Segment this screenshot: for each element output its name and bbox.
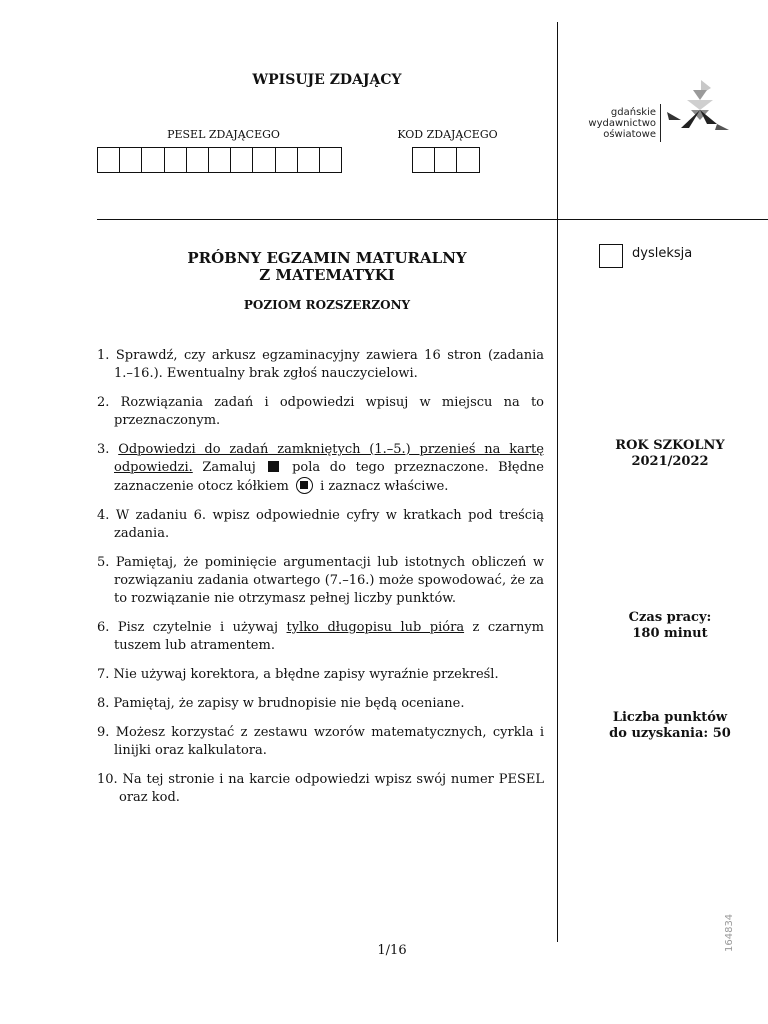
- pesel-cell[interactable]: [141, 147, 164, 173]
- pesel-cell[interactable]: [164, 147, 187, 173]
- work-time-label: Czas pracy:: [628, 610, 712, 625]
- vertical-divider: [557, 22, 558, 942]
- filled-square-icon: [268, 461, 279, 472]
- instruction-item: 10. Na tej stronie i na karcie odpowiedzi wpisz swój numer PESEL oraz kod.: [97, 772, 544, 805]
- tangram-figure-icon: [667, 80, 731, 134]
- logo-line: oświatowe: [603, 129, 656, 140]
- max-points-label: Liczba punktów: [612, 710, 728, 725]
- instruction-text: z czarnym tuszem lub atramentem.: [114, 620, 544, 653]
- instruction-item: [97, 441, 544, 496]
- instruction-item: 9. Możesz korzystać z zestawu wzorów matematycznych, cyrkla i linijki oraz kalkulatora.: [97, 725, 544, 758]
- instruction-number: 3.: [97, 442, 119, 457]
- pesel-cell[interactable]: [230, 147, 253, 173]
- pesel-cell[interactable]: [297, 147, 320, 173]
- instruction-emphasis: tylko długopisu lub pióra: [286, 620, 465, 635]
- school-year: [580, 438, 760, 470]
- document-id: 164834: [724, 913, 735, 952]
- pesel-cell[interactable]: [252, 147, 275, 173]
- pesel-cell[interactable]: [186, 147, 209, 173]
- instruction-item: 7. Nie używaj korektora, a błędne zapisy wyraźnie przekreśl.: [97, 667, 499, 682]
- dyslexia-label: dysleksja: [632, 246, 693, 261]
- exam-level: POZIOM ROZSZERZONY: [243, 298, 411, 312]
- pesel-cell[interactable]: [275, 147, 298, 173]
- pesel-label: PESEL ZDAJĄCEGO: [167, 128, 280, 141]
- work-time: [580, 610, 760, 642]
- page-number: 1/16: [377, 943, 407, 958]
- school-year-label: ROK SZKOLNY: [615, 438, 725, 453]
- horizontal-divider: [97, 219, 768, 220]
- instruction-item: 8. Pamiętaj, że zapisy w brudnopisie nie będą oceniane.: [97, 696, 465, 711]
- school-year-value: 2021/2022: [631, 454, 709, 469]
- student-fills-heading: WPISUJE ZDAJĄCY: [252, 72, 402, 88]
- dyslexia-checkbox[interactable]: [599, 244, 623, 268]
- logo-separator: [660, 104, 661, 142]
- exam-title-line: Z MATEMATYKI: [259, 266, 395, 284]
- logo-line: gdańskie: [610, 107, 656, 118]
- work-time-value: 180 minut: [632, 626, 708, 641]
- kod-cell[interactable]: [434, 147, 457, 173]
- exam-title-line: PRÓBNY EGZAMIN MATURALNY: [187, 249, 467, 267]
- instruction-item: [97, 619, 544, 655]
- instruction-emphasis: Odpowiedzi do zadań zamkniętych (1.–5.) przenieś na kartę odpowiedzi.: [114, 442, 544, 475]
- instruction-text: 6. Pisz czytelnie i używaj: [97, 620, 287, 635]
- pesel-cell[interactable]: [97, 147, 120, 173]
- instructions: [97, 347, 544, 818]
- kod-cell[interactable]: [456, 147, 479, 173]
- instruction-item: 1. Sprawdź, czy arkusz egzaminacyjny zawiera 16 stron (zadania 1.–16.). Ewentualny brak zgłoś nauczycielowi.: [97, 348, 544, 381]
- kod-cell[interactable]: [412, 147, 435, 173]
- pesel-boxes[interactable]: [97, 147, 342, 173]
- instruction-item: 5. Pamiętaj, że pominięcie argumentacji lub istotnych obliczeń w rozwiązaniu zadania otwartego (7.–16.) może spowodować, że za to rozwiązanie nie otrzymasz pełnej liczby punktów.: [97, 555, 544, 606]
- pesel-cell[interactable]: [119, 147, 142, 173]
- kod-label: KOD ZDAJĄCEGO: [397, 128, 498, 141]
- circled-square-icon: [296, 477, 313, 494]
- instruction-text: pola do tego przeznaczone. Błędne zaznaczenie otocz kółkiem: [114, 460, 545, 494]
- pesel-cell[interactable]: [208, 147, 231, 173]
- instruction-text: Zamaluj: [192, 460, 266, 475]
- kod-boxes[interactable]: [412, 147, 480, 173]
- exam-title: [97, 250, 557, 284]
- logo-text: [583, 107, 656, 140]
- max-points: [580, 710, 760, 742]
- instruction-item: 4. W zadaniu 6. wpisz odpowiednie cyfry w kratkach pod treścią zadania.: [97, 508, 544, 541]
- logo-line: wydawnictwo: [588, 118, 656, 129]
- instruction-text: i zaznacz właściwe.: [316, 479, 449, 494]
- publisher-logo: [583, 80, 743, 140]
- instruction-item: 2. Rozwiązania zadań i odpowiedzi wpisuj w miejscu na to przeznaczonym.: [97, 395, 544, 428]
- pesel-cell[interactable]: [319, 147, 342, 173]
- max-points-value: do uzyskania: 50: [609, 726, 731, 741]
